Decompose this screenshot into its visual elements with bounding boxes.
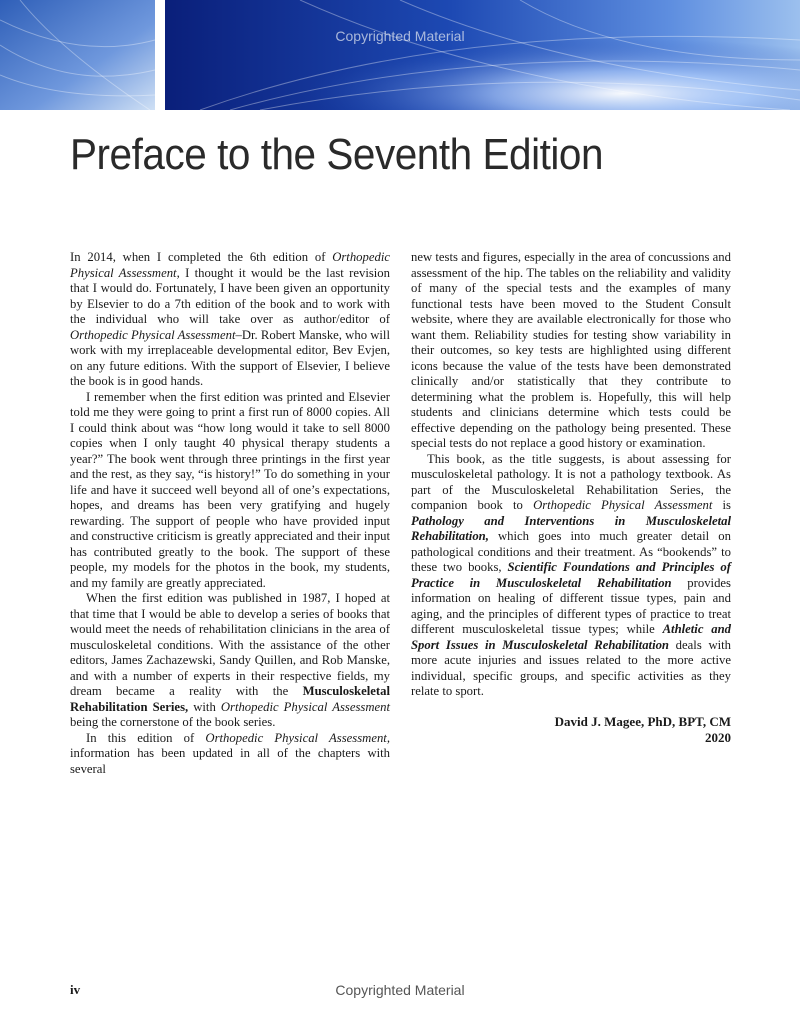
text-run: provides information on healing of different tissue types, pain and aging, and the principles of different types of practice to treat different musculoskeletal tissue types; while	[411, 575, 731, 636]
page-number: iv	[70, 982, 81, 997]
emphasis-text: Athletic and Sport Issues in Musculoskeletal Rehabilitation	[411, 622, 731, 652]
page-title: Preface to the Seventh Edition	[70, 130, 604, 179]
paragraph	[70, 591, 390, 731]
text-run: I remember when the first edition was printed and Elsevier told me they were going to print a first run of 8000 copies. All I could think about was “how long would it take to sell 8000 copies when I only taught 40 physical therapy students a year?” The book went through three printings in the first year and the rest, as they say, “is history!” To do something in your life and have it succeed well beyond all of one’s expectations, hopes, and dreams has been very gratifying and hugely rewarding. The support of people who have provided input and constructive criticism is greatly appreciated and their input has contributed greatly to the book. The support of these people, my models for the photos in the book, my students, and my family are greatly appreciated.	[70, 389, 390, 590]
paragraph	[70, 250, 390, 390]
right-column	[411, 250, 731, 746]
watermark-top: Copyrighted Material	[335, 28, 465, 44]
paragraph	[70, 390, 390, 592]
emphasis-text: Musculoskeletal Rehabilitation Series,	[70, 684, 390, 714]
emphasis-text: Scientific Foundations and Principles of Practice in Musculoskeletal Rehabilitation	[411, 560, 731, 590]
text-run: information has been updated in all of the chapters with several	[70, 746, 390, 776]
emphasis-text: Orthopedic Physical Assessment	[220, 699, 390, 714]
text-run: new tests and figures, especially in the area of concussions and assessment of the hip. The tables on the reliability and validity of many of the special tests and the examples of many functional tests have been moved to the Student Consult website, where they are available electronically for those who want them. Reliability studies for testing show variability in their outcomes, so key tests are highlighted using different icons because the value of the tests have been demonstrated clinically and/or statistically that they contribute to determining what the problem is. Hopefully, this will help students and clinicians determine which tests could be effective depending on the pathology being presented. These special tests do not replace a good history or examination.	[411, 250, 731, 450]
text-run: which goes into much greater detail on pathological conditions and their treatment. As “bookends” to these two books,	[411, 529, 731, 574]
text-run: deals with more acute injuries and issues related to the more active individual, specific groups, and specific activities as they relate to sport.	[411, 637, 731, 698]
text-run: When the first edition was published in 1987, I hoped at that time that I would be able to develop a series of books that would meet the needs of rehabilitation clinicians in the area of musculoskeletal conditions. With the assistance of the other editors, James Zachazewski, Sandy Quillen, and Rob Manske, and with a number of experts in their respective fields, my dream became a reality with the	[70, 591, 390, 698]
paragraph	[411, 452, 731, 700]
emphasis-text: Pathology and Interventions in Musculoskeletal Rehabilitation,	[411, 513, 731, 543]
watermark-bottom: Copyrighted Material	[335, 982, 465, 998]
text-run: with	[188, 699, 221, 714]
text-run: –Dr. Robert Manske, who will work with my irreplaceable developmental editor, Bev Evjen, on any future editions. With the support of Elsevier, I believe the book is in good hands.	[70, 327, 390, 388]
signature-name: David J. Magee, PhD, BPT, CM	[554, 713, 731, 729]
emphasis-text: Orthopedic Physical Assessment,	[205, 730, 390, 745]
text-run: being the cornerstone of the book series.	[70, 715, 276, 729]
emphasis-text: Orthopedic Physical Assessment,	[70, 250, 390, 280]
signature	[411, 714, 731, 746]
paragraph	[70, 731, 390, 778]
text-run: I thought it would be the last revision that I would do. Fortunately, I have been given an opportunity by Elsevier to do a 7th edition of the book and to work with the individual who will take over as author/editor of	[70, 265, 390, 326]
text-run: In 2014, when I completed the 6th edition of	[70, 250, 333, 264]
text-run: This book, as the title suggests, is about assessing for musculoskeletal pathology. It is not a pathology textbook. As part of the Musculoskeletal Rehabilitation Series, the companion book to	[411, 451, 731, 512]
emphasis-text: Orthopedic Physical Assessment	[70, 327, 236, 342]
left-column	[70, 250, 390, 777]
header-banner	[0, 0, 800, 110]
signature-year: 2020	[705, 729, 731, 745]
paragraph	[411, 250, 731, 452]
text-run: In this edition of	[86, 730, 206, 745]
emphasis-text: Orthopedic Physical Assessment	[533, 498, 713, 512]
text-run: is	[712, 498, 731, 512]
